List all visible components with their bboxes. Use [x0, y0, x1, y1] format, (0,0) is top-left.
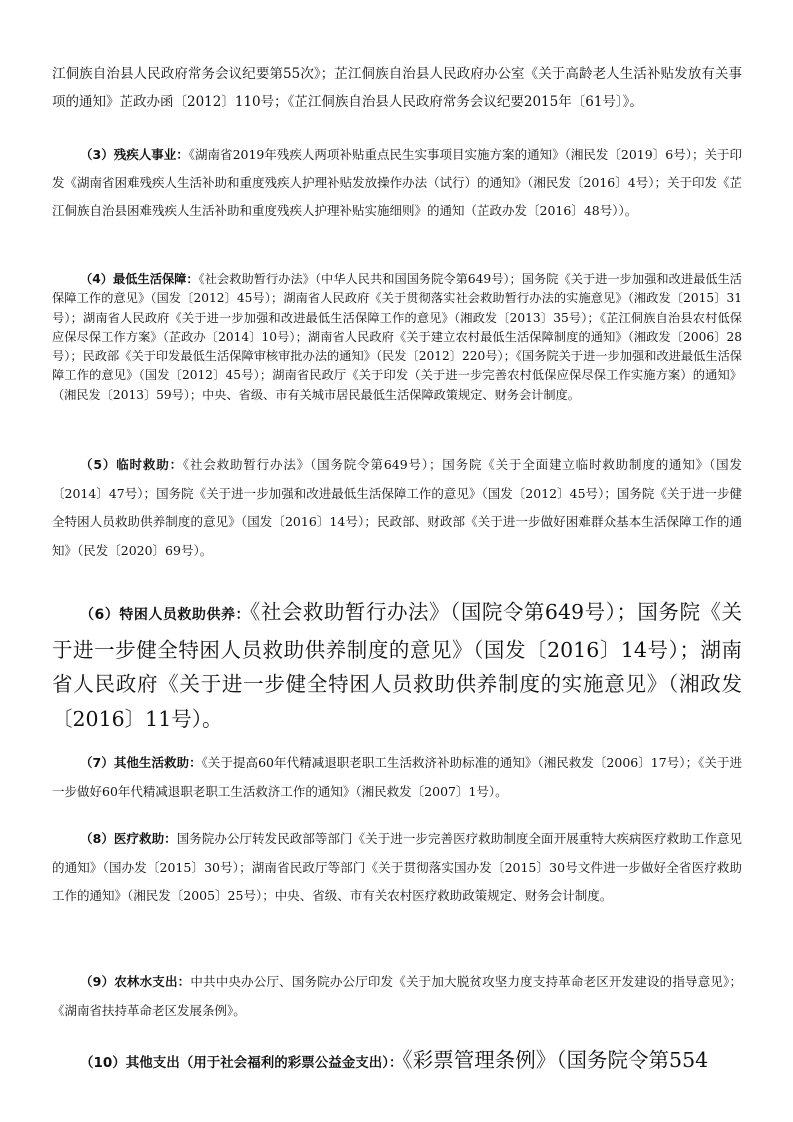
paragraph-disability: [52, 141, 742, 225]
paragraph-medical-relief: [52, 825, 742, 911]
paragraph-text: 《关于提高60年代精减退职老职工生活救济补助标准的通知》（湘民救发〔2006〕17号）；《关于进一步做好60年代精减退职老职工生活救济工作的通知》（湘民救发〔2007〕1号）。: [52, 755, 743, 799]
paragraph-other-living-relief: [52, 749, 742, 806]
section-heading-other-living-relief: （7）其他生活救助：: [80, 755, 202, 770]
section-heading-disability: （3）残疾人事业：: [80, 147, 189, 162]
paragraph-text: 《湖南省2019年残疾人两项补贴重点民生实事项目实施方案的通知》（湘民发〔2019〕6号）；关于印发《湖南省困难残疾人生活补助和重度残疾人护理补贴发放操作办法（试行）的通知》（湘民发〔2016〕4号）；关于印发《芷江侗族自治县困难残疾人生活补助和重度残疾人护理补贴实施细则》的通知（芷政办发〔2016〕48号））。: [52, 147, 742, 218]
paragraph-elderly-subsidy-continued: [52, 60, 742, 116]
paragraph-text: 《社会救助暂行办法》（国务院令第649号）；国务院《关于全面建立临时救助制度的通知》（国发〔2014〕47号）；国务院《关于进一步加强和改进最低生活保障工作的意见》（国发〔2012〕45号）；国务院《关于进一步健全特困人员救助供养制度的意见》（国发〔2016〕14号）；民政部、财政部《关于进一步做好困难群众基本生活保障工作的通知》（民发〔2020〕69号）。: [52, 457, 742, 558]
paragraph-other-expenditure: [52, 1044, 742, 1079]
paragraph-text: 国务院办公厅转发民政部等部门《关于进一步完善医疗救助制度全面开展重特大疾病医疗救助工作意见的通知》（国办发〔2015〕30号）；湖南省民政厅等部门《关于贯彻落实国办发〔2015〕30号文件进一步做好全省医疗救助工作的通知》（湘民发〔2005〕25号）；中央、省级、市有关农村医疗救助政策规定、财务会计制度。: [52, 831, 742, 903]
paragraph-text: 中共中央办公厅、国务院办公厅印发《关于加大脱贫攻坚力度支持革命老区开发建设的指导意见》；《湖南省扶持革命老区发展条例》。: [52, 974, 742, 1018]
paragraph-text: 《彩票管理条例》（国务院令第554: [402, 1048, 709, 1072]
section-heading-temporary-relief: （5）临时救助：: [80, 457, 183, 472]
paragraph-text: 江侗族自治县人民政府常务会议纪要第55次》；芷江侗族自治县人民政府办公室《关于高龄老人生活补贴发放有关事项的通知》芷政办函〔2012〕110号；《芷江侗族自治县人民政府常务会议纪要2015年〔61号〕》。: [52, 66, 742, 110]
paragraph-extreme-poverty-support: [52, 595, 742, 736]
section-heading-medical-relief: （8）医疗救助：: [80, 831, 177, 846]
paragraph-agriculture-forestry-water: [52, 968, 742, 1025]
paragraph-temporary-relief: [52, 451, 742, 565]
paragraph-minimum-living: [52, 270, 742, 405]
paragraph-text: 《社会救助暂行办法》（国院令第649号）；国务院《关于进一步健全特困人员救助供养制度的意见》（国发〔2016〕14号）；湖南省人民政府《关于进一步健全特困人员救助供养制度的实施意见》（湘政发〔2016〕11号）。: [52, 600, 742, 731]
section-heading-agriculture-forestry-water: （9）农林水支出：: [80, 974, 191, 989]
section-heading-extreme-poverty-support: （6）特困人员救助供养：: [80, 607, 251, 623]
section-heading-minimum-living: （4）最低生活保障：: [80, 272, 199, 286]
paragraph-text: 《社会救助暂行办法》（中华人民共和国国务院令第649号）；国务院《关于进一步加强和改进最低生活保障工作的意见》（国发〔2012〕45号）；湖南省人民政府《关于贯彻落实社会救助暂行办法的实施意见》（湘政发〔2015〕31号）；湖南省人民政府《关于进一步加强和改进最低生活保障工作的意见》（湘政发〔2013〕35号）；《芷江侗族自治县农村低保应保尽保工作方案》（芷政办〔2014〕10号）；湖南省人民政府《关于建立农村最低生活保障制度的通知》（湘政发〔2006〕28号）；民政部《关于印发最低生活保障审核审批办法的通知》（民发〔2012〕220号）；《国务院关于进一步加强和改进最低生活保障工作的意见》（国发〔2012〕45号）；湖南省民政厅《关于印发（关于进一步完善农村低保应保尽保工作实施方案）的通知》（湘民发〔2013〕59号）；中央、省级、市有关城市居民最低生活保障政策规定、财务会计制度。: [52, 272, 742, 402]
section-heading-other-expenditure: （10）其他支出（用于社会福利的彩票公益金支出）：: [80, 1055, 403, 1071]
